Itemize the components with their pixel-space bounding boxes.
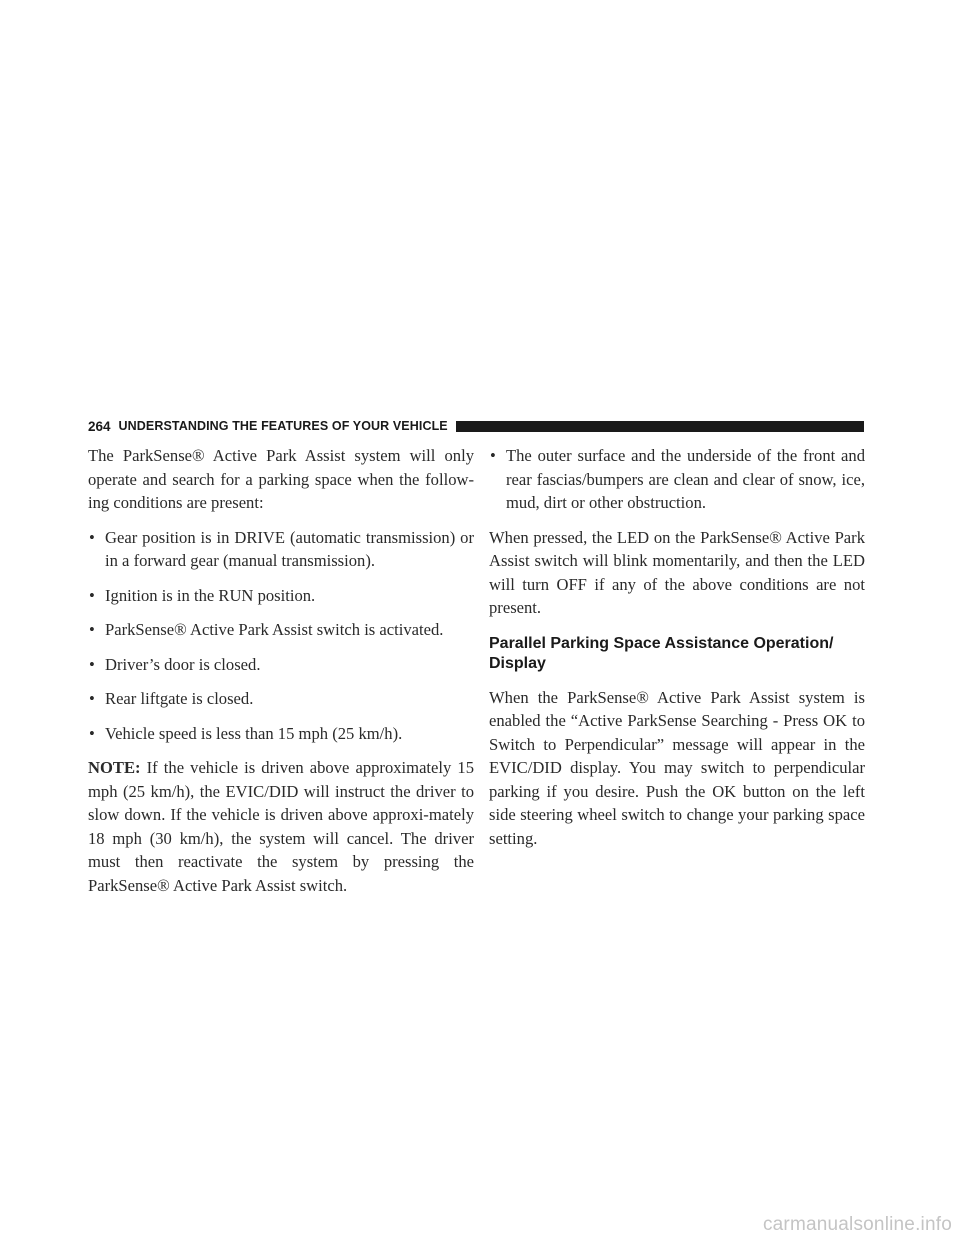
list-item-text: Driver’s door is closed. <box>105 654 261 674</box>
section-heading: Parallel Parking Space Assistance Operation/ Display <box>489 634 834 672</box>
bullet-icon: • <box>89 689 95 708</box>
list-item <box>88 584 474 608</box>
bullet-icon: • <box>89 654 95 674</box>
list-item <box>88 722 474 746</box>
list-item <box>88 687 474 711</box>
bullet-icon: • <box>490 446 496 465</box>
bullet-icon: • <box>89 723 95 743</box>
header-rule <box>456 421 864 432</box>
list-item <box>88 653 474 677</box>
note-paragraph <box>88 756 474 897</box>
list-item <box>489 444 865 515</box>
bullet-icon: • <box>89 527 95 547</box>
list-item <box>88 526 474 573</box>
conditions-list-continued <box>489 444 865 515</box>
intro-paragraph: The ParkSense® Active Park Assist system will only operate and search for a parking space when the follow-ing conditions are present: <box>88 446 474 512</box>
bullet-icon: • <box>89 620 95 639</box>
list-item-text: ParkSense® Active Park Assist switch is activated. <box>105 620 444 639</box>
bullet-icon: • <box>89 585 95 605</box>
led-paragraph: When pressed, the LED on the ParkSense® Active Park Assist switch will blink momentarily, and then the LED will turn OFF if any of the above conditions are not present. <box>489 527 865 617</box>
list-item <box>88 618 474 642</box>
list-item-text: The outer surface and the underside of the front and rear fascias/bumpers are clean and clear of snow, ice, mud, dirt or other obstruction. <box>506 446 865 512</box>
left-column <box>88 444 474 908</box>
page-number: 264 <box>88 418 111 434</box>
list-item-text: Vehicle speed is less than 15 mph (25 km/h). <box>105 723 403 743</box>
conditions-list <box>88 526 474 746</box>
operation-paragraph: When the ParkSense® Active Park Assist system is enabled the “Active ParkSense Searching - Press OK to Switch to Perpendicular” message will appear in the EVIC/DID display. You may switch to perpendicular parking if you desire. Push the OK button on the left side steering wheel switch to change your parking space setting. <box>489 687 865 848</box>
note-text: If the vehicle is driven above approximately 15 mph (25 km/h), the EVIC/DID will instruct the driver to slow down. If the vehicle is driven above approxi-mately 18 mph (30 km/h), the system will cancel. The driver must then reactivate the system by pressing the ParkSense® Active Park Assist switch. <box>88 758 474 895</box>
page-header <box>88 414 864 438</box>
watermark: carmanualsonline.info <box>762 1214 952 1235</box>
list-item-text: Gear position is in DRIVE (automatic transmission) or in a forward gear (manual transmission). <box>105 527 474 570</box>
list-item-text: Ignition is in the RUN position. <box>105 585 316 605</box>
right-column <box>489 444 865 861</box>
list-item-text: Rear liftgate is closed. <box>105 689 254 708</box>
section-title: UNDERSTANDING THE FEATURES OF YOUR VEHICLE <box>118 419 448 433</box>
note-label: NOTE: <box>88 758 141 777</box>
